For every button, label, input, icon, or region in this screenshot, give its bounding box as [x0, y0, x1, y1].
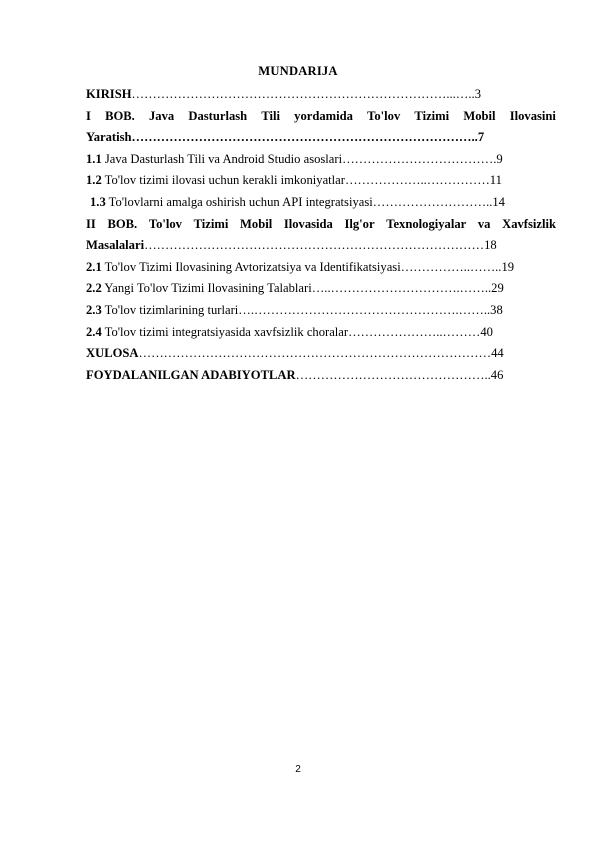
- toc-word: BOB.: [105, 108, 135, 123]
- toc-entry-2-3: [86, 300, 556, 322]
- toc-entry-label: XULOSA: [86, 346, 139, 361]
- toc-section-number: 1.3: [90, 194, 106, 209]
- toc-section-number: 1.2: [86, 173, 102, 188]
- toc-section-number: 2.1: [86, 259, 102, 274]
- toc-section-number: 2.3: [86, 302, 102, 317]
- toc-page-number: 19: [501, 259, 515, 274]
- table-of-contents: [86, 84, 556, 386]
- toc-leader-dots: ……………..……..: [400, 259, 502, 274]
- toc-entry-label: Yaratish: [86, 130, 132, 145]
- toc-entry-xulosa: [86, 343, 556, 365]
- toc-leader-dots: ……………………………….: [342, 151, 497, 166]
- toc-entry-label: FOYDALANILGAN ADABIYOTLAR: [86, 367, 296, 382]
- toc-page-number: 46: [490, 367, 504, 382]
- toc-entry-1-3: [86, 192, 556, 214]
- toc-leader-dots: ………………………………………………………………………..: [131, 130, 478, 145]
- toc-entry-2-4: [86, 322, 556, 344]
- toc-entry-label: Masalalari: [86, 238, 145, 253]
- toc-entry-label: Java Dasturlash Tili va Android Studio asoslari: [101, 151, 343, 166]
- toc-entry-label: KIRISH: [86, 87, 132, 101]
- toc-word: Mobil: [240, 216, 273, 231]
- toc-word: Dasturlash: [188, 108, 248, 123]
- toc-word: Ilg'or: [344, 216, 375, 231]
- toc-word: Tizimi: [414, 108, 450, 123]
- toc-word: yordamida: [294, 108, 353, 123]
- toc-page-number: 9: [496, 151, 503, 166]
- toc-section-number: 1.1: [86, 151, 102, 166]
- toc-leader-dots: …………………………………………………………………...…..: [131, 87, 475, 101]
- toc-word: To'lov: [367, 108, 401, 123]
- toc-entry-2-1: [86, 257, 556, 279]
- toc-entry-adabiyotlar: [86, 365, 556, 387]
- page-title: MUNDARIJA: [258, 64, 338, 78]
- toc-word: I: [86, 108, 91, 123]
- toc-word: Xavfsizlik: [502, 216, 556, 231]
- toc-leader-dots: ………………..……………: [344, 173, 490, 188]
- toc-word: BOB.: [107, 216, 138, 231]
- toc-word: Tili: [261, 108, 280, 123]
- toc-word: To'lov: [148, 216, 182, 231]
- toc-entry-1-2: [86, 170, 556, 192]
- toc-entry-label: To'lov tizimi ilovasi uchun kerakli imkoniyatlar: [101, 173, 345, 188]
- toc-entry-kirish: [86, 84, 556, 106]
- toc-section-number: 2.4: [86, 324, 102, 339]
- toc-leader-dots: ….………………………………………….……..: [238, 302, 491, 317]
- toc-entry-label: To'lov Tizimi Ilovasining Avtorizatsiya va Identifikatsiyasi: [101, 259, 401, 274]
- toc-page-number: 11: [489, 173, 502, 188]
- toc-entry-bob2-line2: [86, 235, 556, 257]
- toc-entry-label: Yangi To'lov Tizimi Ilovasining Talablari: [101, 281, 312, 296]
- toc-page-number: 40: [480, 324, 493, 339]
- toc-leader-dots: …………………………………………………………………………: [138, 346, 492, 361]
- toc-entry-bob1-line2: [86, 127, 556, 149]
- toc-word: Java: [149, 108, 175, 123]
- toc-page-number: 29: [491, 281, 504, 296]
- toc-entry-bob2-line1: [86, 214, 556, 236]
- toc-word: Mobil: [463, 108, 496, 123]
- toc-entry-1-1: [86, 149, 556, 171]
- toc-entry-label: To'lov tizimi integratsiyasida xavfsizlik choralar: [101, 324, 349, 339]
- toc-word: Ilovasida: [283, 216, 333, 231]
- toc-page-number: 18: [484, 238, 497, 253]
- toc-leader-dots: …..………………………….……..: [311, 281, 492, 296]
- toc-word: va: [477, 216, 491, 231]
- toc-leader-dots: …………………..………: [348, 324, 481, 339]
- toc-leader-dots: ………………………………………..: [295, 367, 491, 382]
- toc-word: Texnologiyalar: [386, 216, 467, 231]
- toc-leader-dots: ………………………..: [372, 194, 493, 209]
- toc-word: Tizimi: [193, 216, 229, 231]
- toc-page-number: 14: [492, 194, 505, 209]
- toc-entry-label: To'lovlarni amalga oshirish uchun API integratsiyasi: [105, 194, 373, 209]
- toc-section-number: 2.2: [86, 281, 102, 296]
- toc-page-number: 44: [491, 346, 504, 361]
- toc-word: II: [86, 216, 96, 231]
- page-number: 2: [295, 764, 301, 775]
- toc-page-number: 3: [474, 87, 481, 101]
- toc-page-number: 38: [490, 302, 503, 317]
- toc-entry-label: To'lov tizimlarining turlari: [101, 302, 239, 317]
- toc-entry-2-2: [86, 278, 556, 300]
- toc-leader-dots: ………………………………………………………………………: [144, 238, 485, 253]
- toc-word: Ilovasini: [509, 108, 556, 123]
- toc-entry-bob1-line1: [86, 106, 556, 128]
- toc-page-number: 7: [477, 130, 485, 145]
